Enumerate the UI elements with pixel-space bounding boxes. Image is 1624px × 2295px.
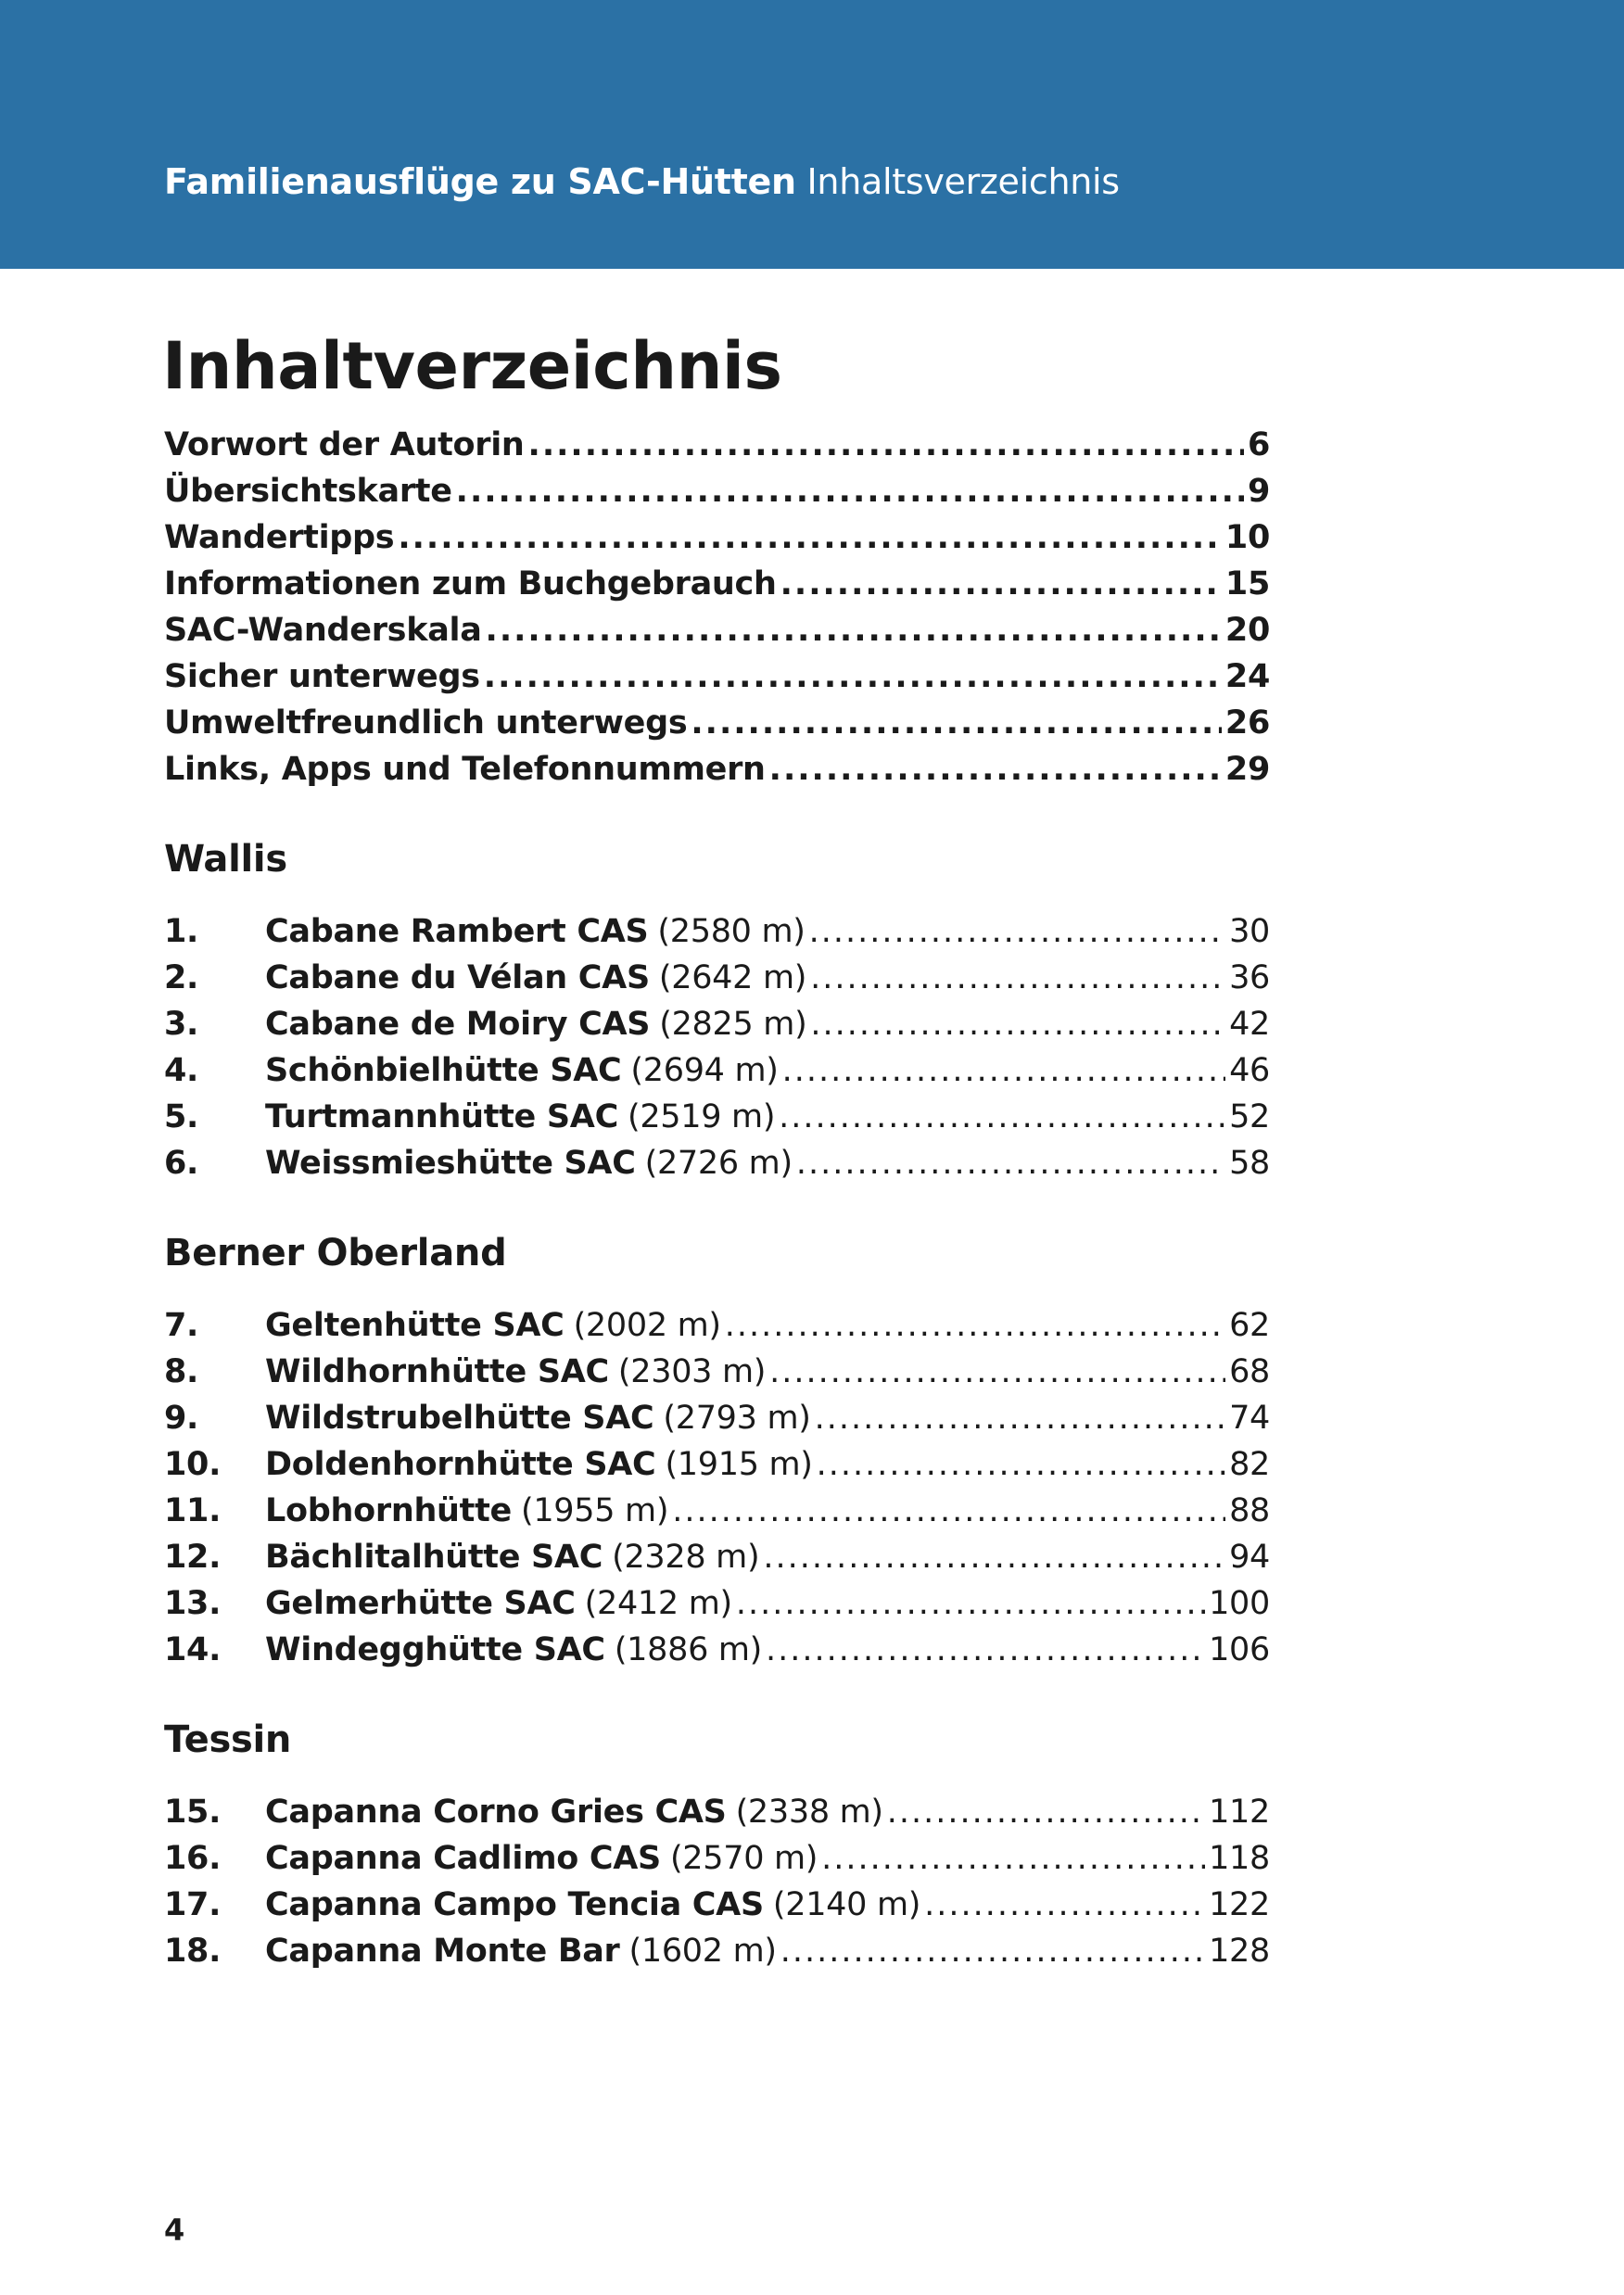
- dot-leader: [528, 422, 1244, 468]
- hut-name: Wildhornhütte SAC: [265, 1353, 609, 1390]
- hut-page: 74: [1229, 1400, 1270, 1437]
- hut-altitude: (1602 m): [628, 1933, 777, 1970]
- hut-name: Doldenhornhütte SAC: [265, 1446, 656, 1483]
- hut-number: 17.: [164, 1886, 222, 1923]
- dot-leader: [725, 1302, 1225, 1349]
- dot-leader: [780, 561, 1222, 607]
- hut-page: 52: [1229, 1098, 1270, 1135]
- toc-entry-page: 10: [1224, 519, 1270, 556]
- toc-entry-label: Informationen zum Buchgebrauch: [164, 565, 777, 602]
- hut-number: 18.: [164, 1933, 222, 1970]
- hut-number: 4.: [164, 1052, 199, 1089]
- hut-entry[interactable]: [164, 908, 1270, 955]
- hut-name: Windegghütte SAC: [265, 1631, 605, 1668]
- hut-altitude: (1915 m): [665, 1446, 813, 1483]
- hut-name: Cabane du Vélan CAS: [265, 959, 650, 996]
- hut-altitude: (1955 m): [520, 1492, 669, 1529]
- hut-altitude: (2412 m): [584, 1585, 732, 1622]
- hut-number: 14.: [164, 1631, 222, 1668]
- hut-entry[interactable]: [164, 1047, 1270, 1094]
- hut-altitude: (2519 m): [627, 1098, 776, 1135]
- hut-page: 58: [1229, 1145, 1270, 1182]
- hut-name: Weissmieshütte SAC: [265, 1145, 636, 1182]
- toc-entry-label: Vorwort der Autorin: [164, 426, 525, 463]
- running-header: [164, 159, 1120, 204]
- hut-entry[interactable]: [164, 1882, 1270, 1928]
- hut-entry[interactable]: [164, 1928, 1270, 1974]
- toc-entry-page: 20: [1224, 612, 1270, 649]
- toc-entry-page: 9: [1247, 473, 1270, 510]
- hut-entry[interactable]: [164, 1349, 1270, 1395]
- dot-leader: [780, 1928, 1205, 1974]
- hut-entry[interactable]: [164, 955, 1270, 1001]
- section-heading-berner-oberland: Berner Oberland: [164, 1232, 507, 1274]
- hut-altitude: (2338 m): [735, 1794, 883, 1831]
- hut-altitude: (2002 m): [573, 1307, 721, 1344]
- hut-altitude: (2642 m): [658, 959, 807, 996]
- dot-leader: [809, 908, 1225, 955]
- hut-entry[interactable]: [164, 1094, 1270, 1140]
- dot-leader: [484, 653, 1222, 700]
- hut-number: 10.: [164, 1446, 222, 1483]
- hut-page: 36: [1229, 959, 1270, 996]
- section-heading-tessin: Tessin: [164, 1718, 292, 1761]
- hut-number: 9.: [164, 1400, 199, 1437]
- toc-entry[interactable]: [164, 514, 1270, 561]
- dot-leader: [691, 700, 1222, 746]
- hut-page: 122: [1209, 1886, 1270, 1923]
- hut-number: 3.: [164, 1006, 199, 1043]
- hut-altitude: (2726 m): [644, 1145, 793, 1182]
- hut-name: Turtmannhütte SAC: [265, 1098, 618, 1135]
- hut-number: 12.: [164, 1539, 222, 1576]
- hut-page: 128: [1209, 1933, 1270, 1970]
- hut-page: 68: [1229, 1353, 1270, 1390]
- hut-page: 106: [1209, 1631, 1270, 1668]
- hut-entry[interactable]: [164, 1395, 1270, 1441]
- hut-page: 62: [1229, 1307, 1270, 1344]
- hut-page: 94: [1229, 1539, 1270, 1576]
- toc-entry[interactable]: [164, 468, 1270, 514]
- hut-altitude: (2694 m): [630, 1052, 779, 1089]
- hut-number: 13.: [164, 1585, 222, 1622]
- page-number: 4: [164, 2213, 185, 2248]
- hut-name: Wildstrubelhütte SAC: [265, 1400, 654, 1437]
- hut-entry[interactable]: [164, 1580, 1270, 1627]
- hut-number: 11.: [164, 1492, 222, 1529]
- toc-entry[interactable]: [164, 700, 1270, 746]
- toc-entry[interactable]: [164, 561, 1270, 607]
- dot-leader: [766, 1627, 1205, 1673]
- hut-name: Geltenhütte SAC: [265, 1307, 565, 1344]
- dot-leader: [486, 607, 1222, 653]
- hut-number: 2.: [164, 959, 199, 996]
- dot-leader: [810, 1001, 1225, 1047]
- toc-entry-label: Umweltfreundlich unterwegs: [164, 704, 688, 742]
- toc-entry-page: 26: [1224, 704, 1270, 742]
- hut-name: Capanna Cadlimo CAS: [265, 1840, 661, 1877]
- dot-leader: [815, 1395, 1225, 1441]
- toc-entry-label: SAC-Wanderskala: [164, 612, 482, 649]
- hut-number: 8.: [164, 1353, 199, 1390]
- dot-leader: [769, 746, 1222, 792]
- hut-number: 1.: [164, 913, 199, 950]
- hut-entry[interactable]: [164, 1789, 1270, 1835]
- hut-number: 5.: [164, 1098, 199, 1135]
- toc-entry[interactable]: [164, 607, 1270, 653]
- dot-leader: [398, 514, 1222, 561]
- hut-page: 46: [1229, 1052, 1270, 1089]
- page-header-band: [0, 0, 1624, 269]
- hut-entry[interactable]: [164, 1488, 1270, 1534]
- dot-leader: [887, 1789, 1205, 1835]
- dot-leader: [672, 1488, 1225, 1534]
- hut-altitude: (2140 m): [772, 1886, 921, 1923]
- dot-leader: [782, 1047, 1225, 1094]
- hut-name: Bächlitalhütte SAC: [265, 1539, 603, 1576]
- hut-number: 15.: [164, 1794, 222, 1831]
- hut-name: Capanna Corno Gries CAS: [265, 1794, 727, 1831]
- running-header-book-title: Familienausflüge zu SAC-Hütten: [164, 161, 796, 202]
- toc-entry-label: Übersichtskarte: [164, 473, 452, 510]
- running-header-section-title: Inhaltsverzeichnis: [806, 161, 1120, 202]
- toc-entry[interactable]: [164, 653, 1270, 700]
- dot-leader: [817, 1441, 1225, 1488]
- hut-number: 7.: [164, 1307, 199, 1344]
- toc-entry-page: 24: [1224, 658, 1270, 695]
- dot-leader: [769, 1349, 1225, 1395]
- hut-entry[interactable]: [164, 1627, 1270, 1673]
- hut-altitude: (2580 m): [657, 913, 806, 950]
- hut-entry[interactable]: [164, 1302, 1270, 1349]
- hut-entry[interactable]: [164, 1534, 1270, 1580]
- hut-name: Capanna Monte Bar: [265, 1933, 620, 1970]
- dot-leader: [796, 1140, 1225, 1186]
- hut-altitude: (2793 m): [663, 1400, 811, 1437]
- section-heading-wallis: Wallis: [164, 838, 287, 881]
- hut-name: Capanna Campo Tencia CAS: [265, 1886, 764, 1923]
- toc-entry-label: Wandertipps: [164, 519, 395, 556]
- hut-entry[interactable]: [164, 1140, 1270, 1186]
- hut-altitude: (2825 m): [659, 1006, 807, 1043]
- hut-name: Cabane de Moiry CAS: [265, 1006, 651, 1043]
- toc-entry-label: Sicher unterwegs: [164, 658, 480, 695]
- hut-name: Gelmerhütte SAC: [265, 1585, 576, 1622]
- hut-name: Schönbielhütte SAC: [265, 1052, 622, 1089]
- hut-page: 100: [1209, 1585, 1270, 1622]
- hut-entry[interactable]: [164, 1835, 1270, 1882]
- hut-entry[interactable]: [164, 1441, 1270, 1488]
- toc-entry-page: 29: [1224, 751, 1270, 788]
- hut-page: 42: [1229, 1006, 1270, 1043]
- hut-number: 16.: [164, 1840, 222, 1877]
- dot-leader: [763, 1534, 1225, 1580]
- dot-leader: [779, 1094, 1225, 1140]
- hut-page: 118: [1209, 1840, 1270, 1877]
- hut-entry[interactable]: [164, 1001, 1270, 1047]
- toc-title: Inhaltverzeichnis: [162, 328, 782, 404]
- dot-leader: [456, 468, 1244, 514]
- toc-entry[interactable]: [164, 422, 1270, 468]
- hut-page: 82: [1229, 1446, 1270, 1483]
- hut-altitude: (2570 m): [669, 1840, 818, 1877]
- dot-leader: [924, 1882, 1205, 1928]
- toc-entry-label: Links, Apps und Telefonnummern: [164, 751, 766, 788]
- toc-entry[interactable]: [164, 746, 1270, 792]
- hut-name: Cabane Rambert CAS: [265, 913, 649, 950]
- hut-page: 112: [1209, 1794, 1270, 1831]
- hut-number: 6.: [164, 1145, 199, 1182]
- hut-name: Lobhornhütte: [265, 1492, 512, 1529]
- hut-page: 30: [1229, 913, 1270, 950]
- toc-entry-page: 15: [1224, 565, 1270, 602]
- dot-leader: [736, 1580, 1205, 1627]
- hut-altitude: (2328 m): [612, 1539, 760, 1576]
- toc-entry-page: 6: [1247, 426, 1270, 463]
- hut-altitude: (1886 m): [614, 1631, 763, 1668]
- dot-leader: [810, 955, 1225, 1001]
- hut-altitude: (2303 m): [617, 1353, 767, 1390]
- dot-leader: [821, 1835, 1205, 1882]
- hut-page: 88: [1229, 1492, 1270, 1529]
